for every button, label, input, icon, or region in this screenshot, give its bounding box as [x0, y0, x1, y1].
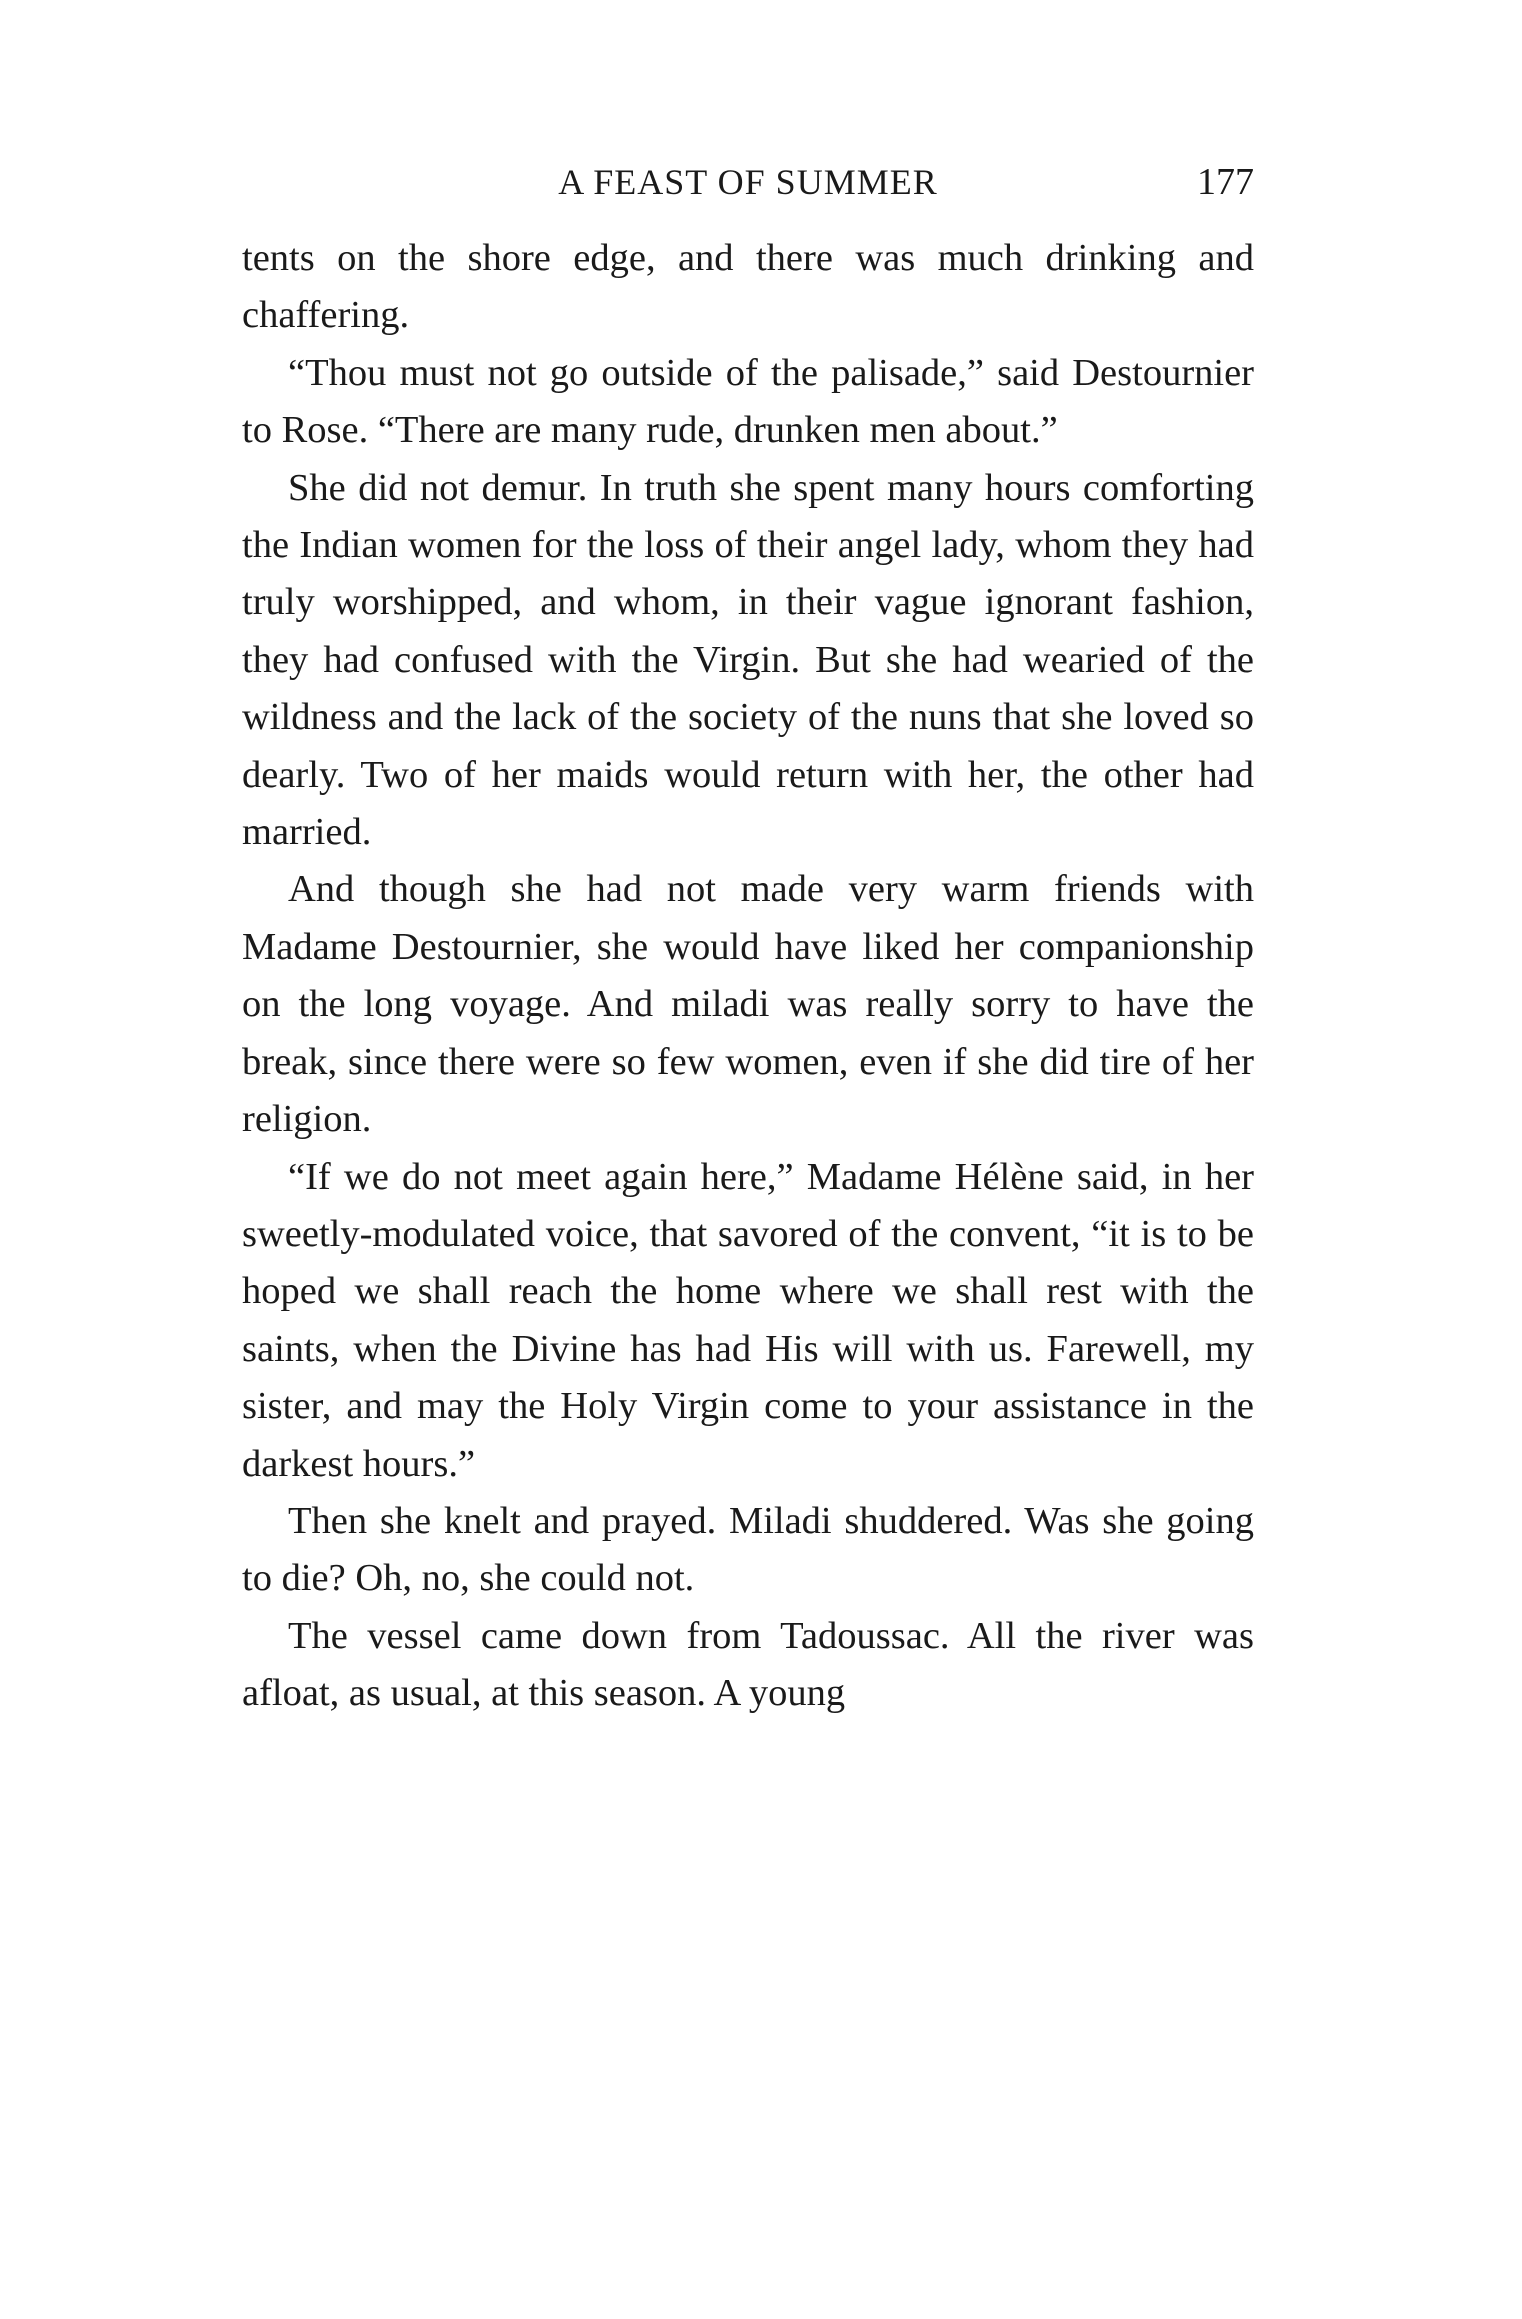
running-head	[242, 152, 1254, 212]
running-head-title: A FEAST OF SUMMER	[558, 162, 938, 202]
paragraph-1: tents on the shore edge, and there was much drinking and chaffering.	[242, 237, 1254, 337]
paragraph-7: The vessel came down from Tadoussac. All the river was afloat, as usual, at this season. A young	[242, 1614, 1254, 1715]
paragraph-5: “If we do not meet again here,” Madame Hélène said, in her sweetly-modulated voice, that savored of the convent, “it is to be hoped we shall reach the home where we shall rest with the saints, when the Divine has had His will with us. Farewell, my sister, and may the Holy Virgin come to your assistance in the darkest hours.”	[242, 1155, 1254, 1485]
paragraph-6: Then she knelt and prayed. Miladi shuddered. Was she going to die? Oh, no, she could not.	[242, 1499, 1254, 1600]
paragraph-4: And though she had not made very warm friends with Madame Destournier, she would have liked her companionship on the long voyage. And miladi was really sorry to have the break, since there were so few women, even if she did tire of her religion.	[242, 868, 1254, 1141]
body-text	[242, 230, 1254, 1723]
paragraph-2: “Thou must not go outside of the palisade,” said Destournier to Rose. “There are many rude, drunken men about.”	[242, 351, 1254, 452]
paragraph-3: She did not demur. In truth she spent many hours comforting the Indian women for the loss of their angel lady, whom they had truly worshipped, and whom, in their vague ignorant fashion, they had confused with the Virgin. But she had wearied of the wildness and the lack of the society of the nuns that she loved so dearly. Two of her maids would return with her, the other had married.	[242, 466, 1254, 854]
page-number: 177	[1197, 161, 1254, 203]
